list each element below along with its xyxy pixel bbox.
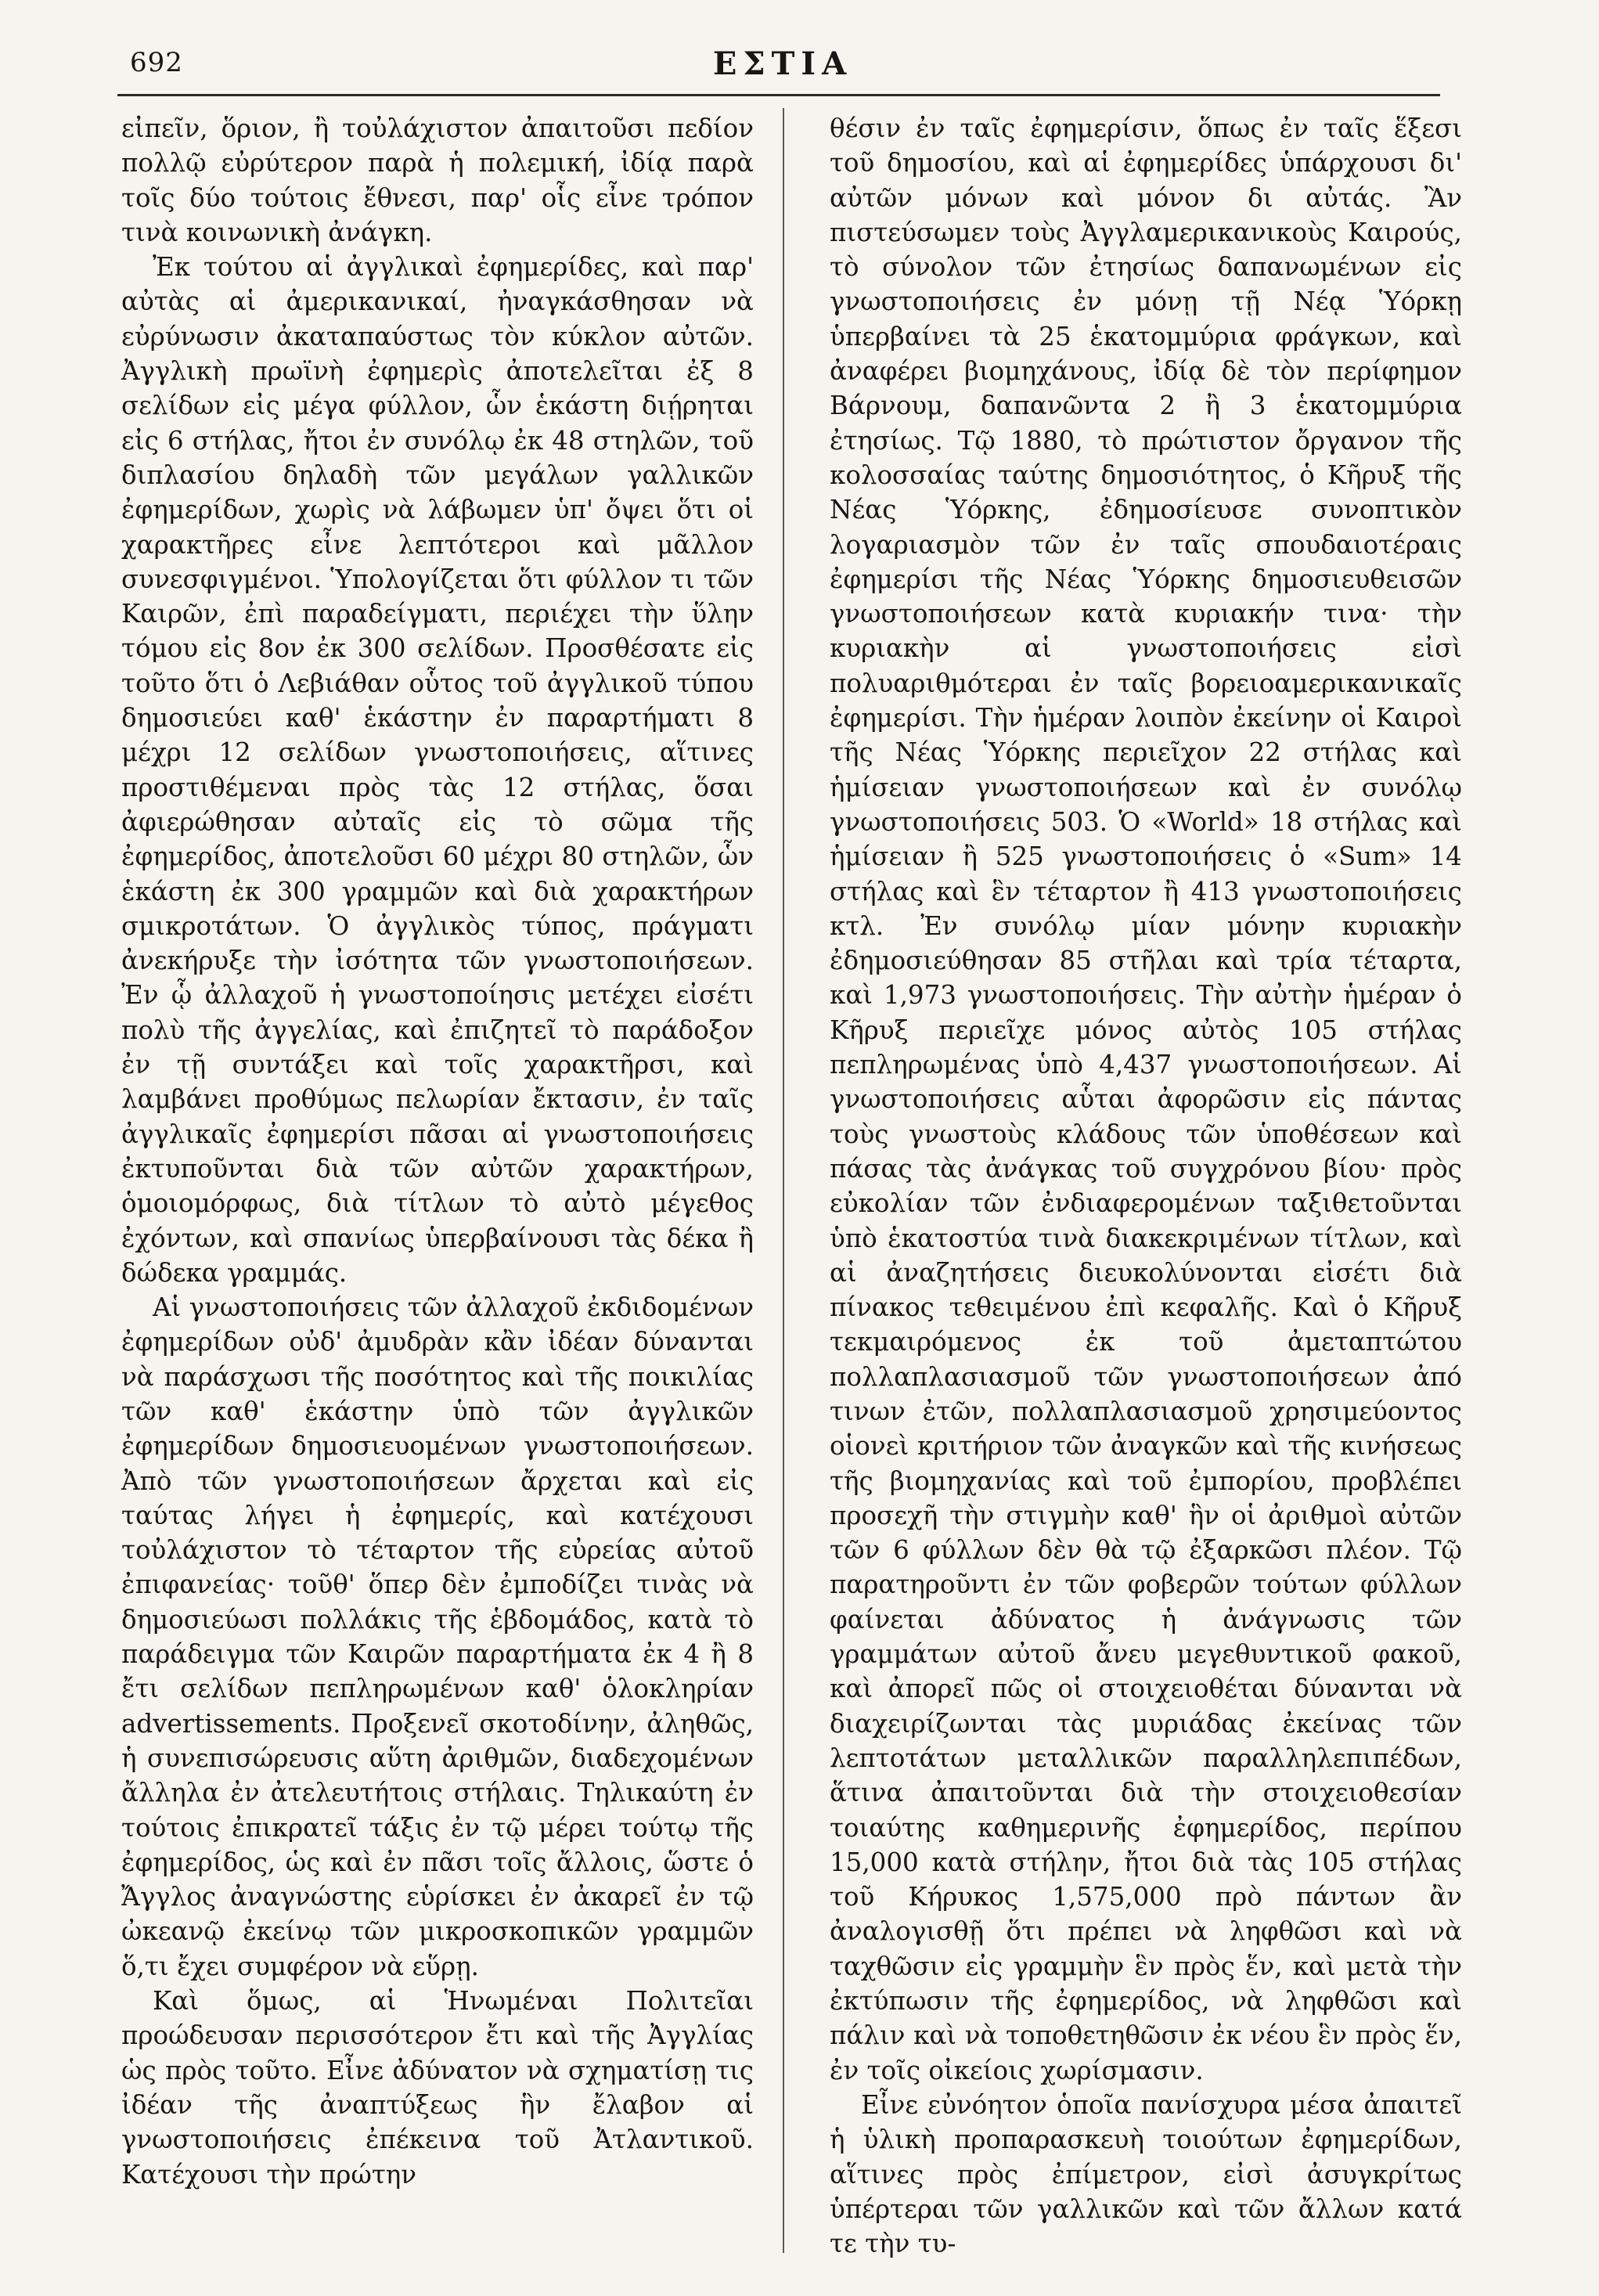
page-number: 692: [130, 47, 183, 78]
left-column: [121, 111, 754, 2192]
header-rule: [117, 94, 1440, 96]
running-title: ΕΣΤΙΑ: [712, 45, 853, 82]
paragraph: Καὶ ὅμως, αἱ Ἡνωμέναι Πολιτεῖαι προώδευσαν περισσότερον ἔτι καὶ τῆς Ἀγγλίας ὡς πρὸς τοῦτο. Εἶνε ἀδύνατον νὰ σχηματίσῃ τις ἰδέαν τῆς ἀναπτύξεως ἣν ἔλαβον αἱ γνωστοποιήσεις ἐπέκεινα τοῦ Ἀτλαντικοῦ. Κατέχουσι τὴν πρώτην: [121, 1986, 754, 2190]
page-header: [125, 42, 1440, 89]
paragraph: Ἐκ τούτου αἱ ἀγγλικαὶ ἐφημερίδες, καὶ παρ' αὐτὰς αἱ ἀμερικανικαί, ἠναγκάσθησαν νὰ εὐρύνωσιν ἀκαταπαύστως τὸν κύκλον αὐτῶν. Ἀγγλικὴ πρωϊνὴ ἐφημερὶς ἀποτελεῖται ἐξ 8 σελίδων εἰς μέγα φύλλον, ὧν ἑκάστη διῄρηται εἰς 6 στήλας, ἤτοι ἐν συνόλῳ ἐκ 48 στηλῶν, τοῦ διπλασίου δηλαδὴ τῶν μεγάλων γαλλικῶν ἐφημερίδων, χωρὶς νὰ λάβωμεν ὑπ' ὄψει ὅτι οἱ χαρακτῆρες εἶνε λεπτότεροι καὶ μᾶλλον συνεσφιγμένοι. Ὑπολογίζεται ὅτι φύλλον τι τῶν Καιρῶν, ἐπὶ παραδείγματι, περιέχει τὴν ὕλην τόμου εἰς 8ον ἐκ 300 σελίδων. Προσθέσατε εἰς τοῦτο ὅτι ὁ Λεβιάθαν οὗτος τοῦ ἀγγλικοῦ τύπου δημοσιεύει καθ' ἑκάστην ἐν παραρτήματι 8 μέχρι 12 σελίδων γνωστοποιήσεις, αἵτινες προστιθέμεναι πρὸς τὰς 12 στήλας, ὅσαι ἀφιερώθησαν αὐταῖς εἰς τὸ σῶμα τῆς ἐφημερίδος, ἀποτελοῦσι 60 μέχρι 80 στηλῶν, ὧν ἑκάστη ἐκ 300 γραμμῶν καὶ διὰ χαρακτήρων σμικροτάτων. Ὁ ἀγγλικὸς τύπος, πράγματι ἀνεκήρυξε τὴν ἰσότητα τῶν γνωστοποιήσεων. Ἐν ᾧ ἀλλαχοῦ ἡ γνωστοποίησις μετέχει εἰσέτι πολὺ τῆς ἀγγελίας, καὶ ἐπιζητεῖ τὸ παράδοξον ἐν τῇ συντάξει καὶ τοῖς χαρακτῆρσι, καὶ λαμβάνει προθύμως πελωρίαν ἔκτασιν, ἐν ταῖς ἀγγλικαῖς ἐφημερίσι πᾶσαι αἱ γνωστοποιήσεις ἐκτυποῦνται διὰ τῶν αὐτῶν χαρακτήρων, ὁμοιομόρφως, διὰ τίτλων τὸ αὐτὸ μέγεθος ἐχόντων, καὶ σπανίως ὑπερβαίνουσι τὰς δέκα ἢ δώδεκα γραμμάς.: [121, 252, 754, 1288]
right-column: [830, 111, 1462, 2261]
paragraph: Αἱ γνωστοποιήσεις τῶν ἀλλαχοῦ ἐκδιδομένων ἐφημερίδων οὐδ' ἀμυδρὰν κἂν ἰδέαν δύνανται νὰ παράσχωσι τῆς ποσότητος καὶ τῆς ποικιλίας τῶν καθ' ἑκάστην ὑπὸ τῶν ἀγγλικῶν ἐφημερίδων δημοσιευομένων γνωστοποιήσεων. Ἀπὸ τῶν γνωστοποιήσεων ἄρχεται καὶ εἰς ταύτας λήγει ἡ ἐφημερίς, καὶ κατέχουσι τοὐλάχιστον τὸ τέταρτον τῆς εὐρείας αὐτοῦ ἐπιφανείας· τοῦθ' ὅπερ δὲν ἐμποδίζει τινὰς νὰ δημοσιεύωσι πολλάκις τῆς ἑβδομάδος, κατὰ τὸ παράδειγμα τῶν Καιρῶν παραρτήματα ἐκ 4 ἢ 8 ἔτι σελίδων πεπληρωμένων καθ' ὁλοκληρίαν advertissements. Προξενεῖ σκοτοδίνην, ἀληθῶς, ἡ συνεπισώρευσις αὕτη ἀριθμῶν, διαδεχομένων ἄλληλα ἐν ἀτελευτήτοις στήλαις. Τηλικαύτη ἐν τούτοις ἐπικρατεῖ τάξις ἐν τῷ μέρει τούτῳ τῆς ἐφημερίδος, ὡς καὶ ἐν πᾶσι τοῖς ἄλλοις, ὥστε ὁ Ἄγγλος ἀναγνώστης εὑρίσκει ἐν ἀκαρεῖ ἐν τῷ ὠκεανῷ ἐκείνῳ τῶν μικροσκοπικῶν γραμμῶν ὅ,τι ἔχει συμφέρον νὰ εὕρῃ.: [121, 1292, 754, 1981]
column-divider: [783, 108, 784, 2253]
paragraph: Εἶνε εὐνόητον ὁποῖα πανίσχυρα μέσα ἀπαιτεῖ ἡ ὑλικὴ προπαρασκευὴ τοιούτων ἐφημερίδων, αἵτινες πρὸς ἐπίμετρον, εἰσὶ ἀσυγκρίτως ὑπέρτεραι τῶν γαλλικῶν καὶ τῶν ἄλλων κατά τε τὴν τυ-: [830, 2089, 1462, 2259]
paragraph: εἰπεῖν, ὅριον, ἢ τοὐλάχιστον ἀπαιτοῦσι πεδίον πολλῷ εὐρύτερον παρὰ ἡ πολεμική, ἰδίᾳ παρὰ τοῖς δύο τούτοις ἔθνεσι, παρ' οἷς εἶνε τρόπον τινὰ κοινωνικὴ ἀνάγκη.: [121, 114, 754, 247]
paragraph: θέσιν ἐν ταῖς ἐφημερίσιν, ὅπως ἐν ταῖς ἕξεσι τοῦ δημοσίου, καὶ αἱ ἐφημερίδες ὑπάρχουσι δι' αὐτῶν μόνων καὶ μόνον δι αὐτάς. Ἂν πιστεύσωμεν τοὺς Ἀγγλαμερικανικοὺς Καιρούς, τὸ σύνολον τῶν ἐτησίως δαπανωμένων εἰς γνωστοποιήσεις ἐν μόνῃ τῇ Νέᾳ Ὑόρκῃ ὑπερβαίνει τὰ 25 ἑκατομμύρια φράγκων, καὶ ἀναφέρει βιομηχάνους, ἰδίᾳ δὲ τὸν περίφημον Βάρνουμ, δαπανῶντα 2 ἢ 3 ἑκατομμύρια ἐτησίως. Τῷ 1880, τὸ πρώτιστον ὄργανον τῆς κολοσσαίας ταύτης δημοσιότητος, ὁ Κῆρυξ τῆς Νέας Ὑόρκης, ἐδημοσίευσε συνοπτικὸν λογαριασμὸν τῶν ἐν ταῖς σπουδαιοτέραις ἐφημερίσι τῆς Νέας Ὑόρκης δημοσιευθεισῶν γνωστοποιήσεων κατὰ κυριακήν τινα· τὴν κυριακὴν αἱ γνωστοποιήσεις εἰσὶ πολυαριθμότεραι ἐν ταῖς βορειοαμερικανικαῖς ἐφημερίσι. Τὴν ἡμέραν λοιπὸν ἐκείνην οἱ Καιροὶ τῆς Νέας Ὑόρκης περιεῖχον 22 στήλας καὶ ἡμίσειαν γνωστοποιήσεων καὶ ἐν συνόλῳ γνωστοποιήσεις 503. Ὁ «World» 18 στήλας καὶ ἡμίσειαν ἢ 525 γνωστοποιήσεις ὁ «Sum» 14 στήλας καὶ ἓν τέταρτον ἢ 413 γνωστοποιήσεις κτλ. Ἐν συνόλῳ μίαν μόνην κυριακὴν ἐδημοσιεύθησαν 85 στῆλαι καὶ τρία τέταρτα, καὶ 1,973 γνωστοποιήσεις. Τὴν αὐτὴν ἡμέραν ὁ Κῆρυξ περιεῖχε μόνος αὐτὸς 105 στήλας πεπληρωμένας ὑπὸ 4,437 γνωστοποιήσεων. Αἱ γνωστοποιήσεις αὗται ἀφορῶσιν εἰς πάντας τοὺς γνωστοὺς κλάδους τῶν ὑποθέσεων καὶ πάσας τὰς ἀνάγκας τοῦ συγχρόνου βίου· πρὸς εὐκολίαν τῶν ἐνδιαφερομένων ταξιθετοῦνται ὑπὸ ἑκατοστύα τινὰ διακεκριμένων τίτλων, καὶ αἱ ἀναζητήσεις διευκολύνονται εἰσέτι διὰ πίνακος τεθειμένου ἐπὶ κεφαλῆς. Καὶ ὁ Κῆρυξ τεκμαιρόμενος ἐκ τοῦ ἀμεταπτώτου πολλαπλασιασμοῦ τῶν γνωστοποιήσεων ἀπό τινων ἐτῶν, πολλαπλασιασμοῦ χρησιμεύοντος οἱονεὶ κριτήριον τῶν ἀναγκῶν καὶ τῆς κινήσεως τῆς βιομηχανίας καὶ τοῦ ἐμπορίου, προβλέπει προσεχῆ τὴν στιγμὴν καθ' ἣν οἱ ἀριθμοὶ αὐτῶν τῶν 6 φύλλων δὲν θὰ τῷ ἐξαρκῶσι πλέον. Τῷ παρατηροῦντι ἐν τῶν φοβερῶν τούτων φύλλων φαίνεται ἀδύνατος ἡ ἀνάγνωσις τῶν γραμμάτων αὐτοῦ ἄνευ μεγεθυντικοῦ φακοῦ, καὶ ἀπορεῖ πῶς οἱ στοιχειοθέται δύνανται νὰ διαχειρίζωνται τὰς μυριάδας ἐκείνας τῶν λεπτοτάτων μεταλλικῶν παραλληλεπιπέδων, ἅτινα ἀπαιτοῦνται διὰ τὴν στοιχειοθεσίαν τοιαύτης καθημερινῆς ἐφημερίδος, περίπου 15,000 κατὰ στήλην, ἤτοι διὰ τὰς 105 στήλας τοῦ Κήρυκος 1,575,000 πρὸ πάντων ἂν ἀναλογισθῇ ὅτι πρέπει νὰ ληφθῶσι καὶ νὰ ταχθῶσιν εἰς γραμμὴν ἓν πρὸς ἕν, καὶ μετὰ τὴν ἐκτύπωσιν τῆς ἐφημερίδος, νὰ ληφθῶσι καὶ πάλιν καὶ νὰ τοποθετηθῶσιν ἐκ νέου ἓν πρὸς ἕν, ἐν τοῖς οἰκείοις χωρίσμασιν.: [830, 114, 1462, 2085]
